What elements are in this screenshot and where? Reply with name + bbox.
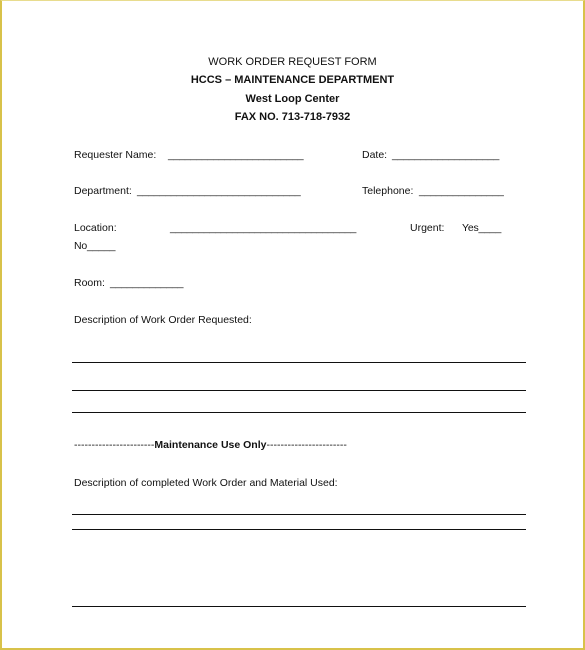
date-label: Date:	[362, 149, 388, 161]
urgent-no-option[interactable]: No_____	[74, 240, 116, 252]
completed-line-1[interactable]	[72, 514, 526, 515]
urgent-label: Urgent:	[410, 222, 445, 234]
description-line-1[interactable]	[72, 362, 526, 363]
maintenance-section-title: Maintenance Use Only	[154, 439, 267, 451]
urgent-yes-option[interactable]: Yes____	[462, 222, 502, 234]
maintenance-dashes-right: -----------------------	[266, 439, 347, 451]
date-line[interactable]: ___________________	[392, 149, 500, 161]
department-label: Department:	[74, 185, 132, 197]
maintenance-dashes-left: -----------------------	[74, 439, 155, 451]
fax-number: FAX NO. 713-718-7932	[234, 111, 351, 123]
requester-name-line[interactable]: ________________________	[168, 149, 304, 161]
department-line[interactable]: _____________________________	[137, 185, 301, 197]
location-line[interactable]: _________________________________	[170, 222, 357, 234]
completed-line-2[interactable]	[72, 529, 526, 530]
description-requested-label: Description of Work Order Requested:	[74, 314, 252, 326]
department-title: HCCS – MAINTENANCE DEPARTMENT	[190, 74, 395, 86]
maintenance-section-header	[74, 439, 347, 451]
completed-description-label: Description of completed Work Order and Material Used:	[74, 477, 338, 489]
room-label: Room:	[74, 277, 105, 289]
location-label: Location:	[74, 222, 117, 234]
room-line[interactable]: _____________	[110, 277, 184, 289]
requester-name-label: Requester Name:	[74, 149, 157, 161]
telephone-label: Telephone:	[362, 185, 414, 197]
location-title: West Loop Center	[245, 93, 340, 105]
description-line-2[interactable]	[72, 390, 526, 391]
form-title: WORK ORDER REQUEST FORM	[208, 56, 377, 68]
completed-line-3[interactable]	[72, 606, 526, 607]
telephone-line[interactable]: _______________	[419, 185, 504, 197]
description-line-3[interactable]	[72, 412, 526, 413]
